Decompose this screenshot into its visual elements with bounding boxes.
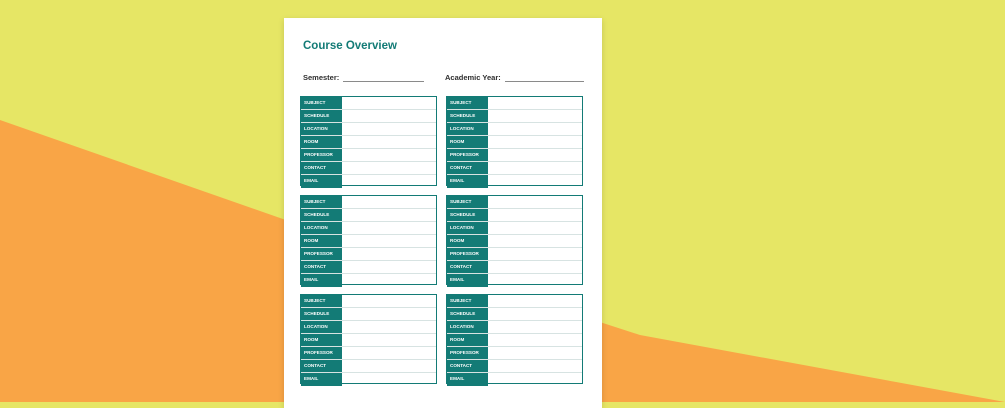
course-box <box>446 294 583 384</box>
academic-year-field <box>445 69 584 83</box>
row-label-location: LOCATION <box>301 222 342 234</box>
row-value-room[interactable] <box>488 235 582 247</box>
course-row-email <box>301 175 436 188</box>
course-row-email <box>447 373 582 386</box>
row-value-subject[interactable] <box>342 295 436 307</box>
row-label-professor: PROFESSOR <box>301 248 342 260</box>
row-label-location: LOCATION <box>447 321 488 333</box>
row-label-location: LOCATION <box>301 321 342 333</box>
course-overview-sheet <box>284 18 602 408</box>
row-label-schedule: SCHEDULE <box>447 209 488 221</box>
course-row-contact <box>301 360 436 373</box>
row-value-room[interactable] <box>342 334 436 346</box>
row-label-email: EMAIL <box>447 175 488 188</box>
row-label-room: ROOM <box>301 136 342 148</box>
course-row-room <box>301 136 436 149</box>
course-row-professor <box>447 248 582 261</box>
row-value-location[interactable] <box>342 321 436 333</box>
row-label-professor: PROFESSOR <box>447 248 488 260</box>
row-label-subject: SUBJECT <box>301 295 342 307</box>
course-box <box>446 96 583 186</box>
row-value-subject[interactable] <box>488 97 582 109</box>
course-row-contact <box>447 261 582 274</box>
row-label-contact: CONTACT <box>447 162 488 174</box>
row-value-location[interactable] <box>342 123 436 135</box>
row-value-professor[interactable] <box>342 248 436 260</box>
row-label-room: ROOM <box>301 235 342 247</box>
row-label-room: ROOM <box>447 136 488 148</box>
row-label-email: EMAIL <box>301 175 342 188</box>
course-row-subject <box>301 97 436 110</box>
row-value-professor[interactable] <box>488 149 582 161</box>
row-value-contact[interactable] <box>488 360 582 372</box>
row-label-professor: PROFESSOR <box>301 347 342 359</box>
row-value-location[interactable] <box>488 321 582 333</box>
row-label-schedule: SCHEDULE <box>447 308 488 320</box>
course-row-location <box>301 321 436 334</box>
row-value-location[interactable] <box>342 222 436 234</box>
course-box <box>300 96 437 186</box>
row-value-email[interactable] <box>342 175 436 188</box>
course-row-contact <box>447 360 582 373</box>
row-value-email[interactable] <box>488 274 582 287</box>
row-value-professor[interactable] <box>342 347 436 359</box>
course-row-schedule <box>301 110 436 123</box>
row-value-subject[interactable] <box>342 196 436 208</box>
row-label-location: LOCATION <box>301 123 342 135</box>
course-row-schedule <box>301 209 436 222</box>
course-box <box>300 195 437 285</box>
row-label-subject: SUBJECT <box>301 97 342 109</box>
course-row-professor <box>447 149 582 162</box>
row-label-room: ROOM <box>301 334 342 346</box>
row-value-schedule[interactable] <box>488 308 582 320</box>
semester-field <box>303 69 424 83</box>
course-row-contact <box>301 261 436 274</box>
row-label-contact: CONTACT <box>301 360 342 372</box>
row-value-room[interactable] <box>488 136 582 148</box>
row-value-location[interactable] <box>488 222 582 234</box>
course-row-schedule <box>447 209 582 222</box>
course-row-email <box>301 373 436 386</box>
academic-year-label: Academic Year: <box>445 73 501 82</box>
course-row-schedule <box>447 308 582 321</box>
row-value-subject[interactable] <box>342 97 436 109</box>
row-value-subject[interactable] <box>488 196 582 208</box>
row-label-email: EMAIL <box>301 274 342 287</box>
row-value-location[interactable] <box>488 123 582 135</box>
course-row-professor <box>301 248 436 261</box>
course-row-subject <box>301 295 436 308</box>
row-label-contact: CONTACT <box>301 261 342 273</box>
row-label-contact: CONTACT <box>301 162 342 174</box>
course-row-schedule <box>447 110 582 123</box>
row-value-professor[interactable] <box>342 149 436 161</box>
row-label-contact: CONTACT <box>447 261 488 273</box>
row-value-room[interactable] <box>488 334 582 346</box>
row-label-contact: CONTACT <box>447 360 488 372</box>
row-label-schedule: SCHEDULE <box>447 110 488 122</box>
course-row-email <box>447 175 582 188</box>
row-value-email[interactable] <box>488 373 582 386</box>
course-row-professor <box>301 149 436 162</box>
row-label-email: EMAIL <box>301 373 342 386</box>
row-value-room[interactable] <box>342 235 436 247</box>
row-label-location: LOCATION <box>447 222 488 234</box>
course-box <box>300 294 437 384</box>
course-row-subject <box>447 97 582 110</box>
row-value-email[interactable] <box>342 373 436 386</box>
row-label-email: EMAIL <box>447 274 488 287</box>
course-box <box>446 195 583 285</box>
row-value-subject[interactable] <box>488 295 582 307</box>
course-row-location <box>301 222 436 235</box>
semester-input-line[interactable] <box>343 71 424 82</box>
course-row-subject <box>447 295 582 308</box>
row-value-contact[interactable] <box>342 360 436 372</box>
row-label-professor: PROFESSOR <box>447 149 488 161</box>
row-value-contact[interactable] <box>488 261 582 273</box>
page-title: Course Overview <box>303 40 397 52</box>
row-label-email: EMAIL <box>447 373 488 386</box>
row-value-schedule[interactable] <box>342 308 436 320</box>
row-label-room: ROOM <box>447 334 488 346</box>
course-row-email <box>447 274 582 287</box>
academic-year-input-line[interactable] <box>505 71 584 82</box>
course-row-room <box>301 235 436 248</box>
row-value-schedule[interactable] <box>488 209 582 221</box>
course-row-location <box>447 222 582 235</box>
course-row-contact <box>447 162 582 175</box>
course-row-room <box>447 334 582 347</box>
row-label-room: ROOM <box>447 235 488 247</box>
row-label-schedule: SCHEDULE <box>301 110 342 122</box>
course-row-location <box>447 123 582 136</box>
row-label-schedule: SCHEDULE <box>301 308 342 320</box>
course-row-professor <box>447 347 582 360</box>
row-value-schedule[interactable] <box>488 110 582 122</box>
course-row-subject <box>447 196 582 209</box>
row-label-schedule: SCHEDULE <box>301 209 342 221</box>
row-value-schedule[interactable] <box>342 209 436 221</box>
row-value-email[interactable] <box>342 274 436 287</box>
course-row-room <box>447 136 582 149</box>
course-row-contact <box>301 162 436 175</box>
row-value-professor[interactable] <box>488 347 582 359</box>
course-row-professor <box>301 347 436 360</box>
course-row-room <box>301 334 436 347</box>
row-value-room[interactable] <box>342 136 436 148</box>
row-value-professor[interactable] <box>488 248 582 260</box>
row-value-contact[interactable] <box>342 162 436 174</box>
course-row-room <box>447 235 582 248</box>
course-row-email <box>301 274 436 287</box>
row-label-subject: SUBJECT <box>447 196 488 208</box>
row-label-subject: SUBJECT <box>301 196 342 208</box>
row-label-subject: SUBJECT <box>447 97 488 109</box>
course-row-location <box>301 123 436 136</box>
row-value-schedule[interactable] <box>342 110 436 122</box>
semester-label: Semester: <box>303 73 340 82</box>
course-row-location <box>447 321 582 334</box>
row-value-contact[interactable] <box>488 162 582 174</box>
course-row-schedule <box>301 308 436 321</box>
row-value-contact[interactable] <box>342 261 436 273</box>
row-label-professor: PROFESSOR <box>447 347 488 359</box>
row-label-professor: PROFESSOR <box>301 149 342 161</box>
row-value-email[interactable] <box>488 175 582 188</box>
row-label-location: LOCATION <box>447 123 488 135</box>
course-row-subject <box>301 196 436 209</box>
row-label-subject: SUBJECT <box>447 295 488 307</box>
